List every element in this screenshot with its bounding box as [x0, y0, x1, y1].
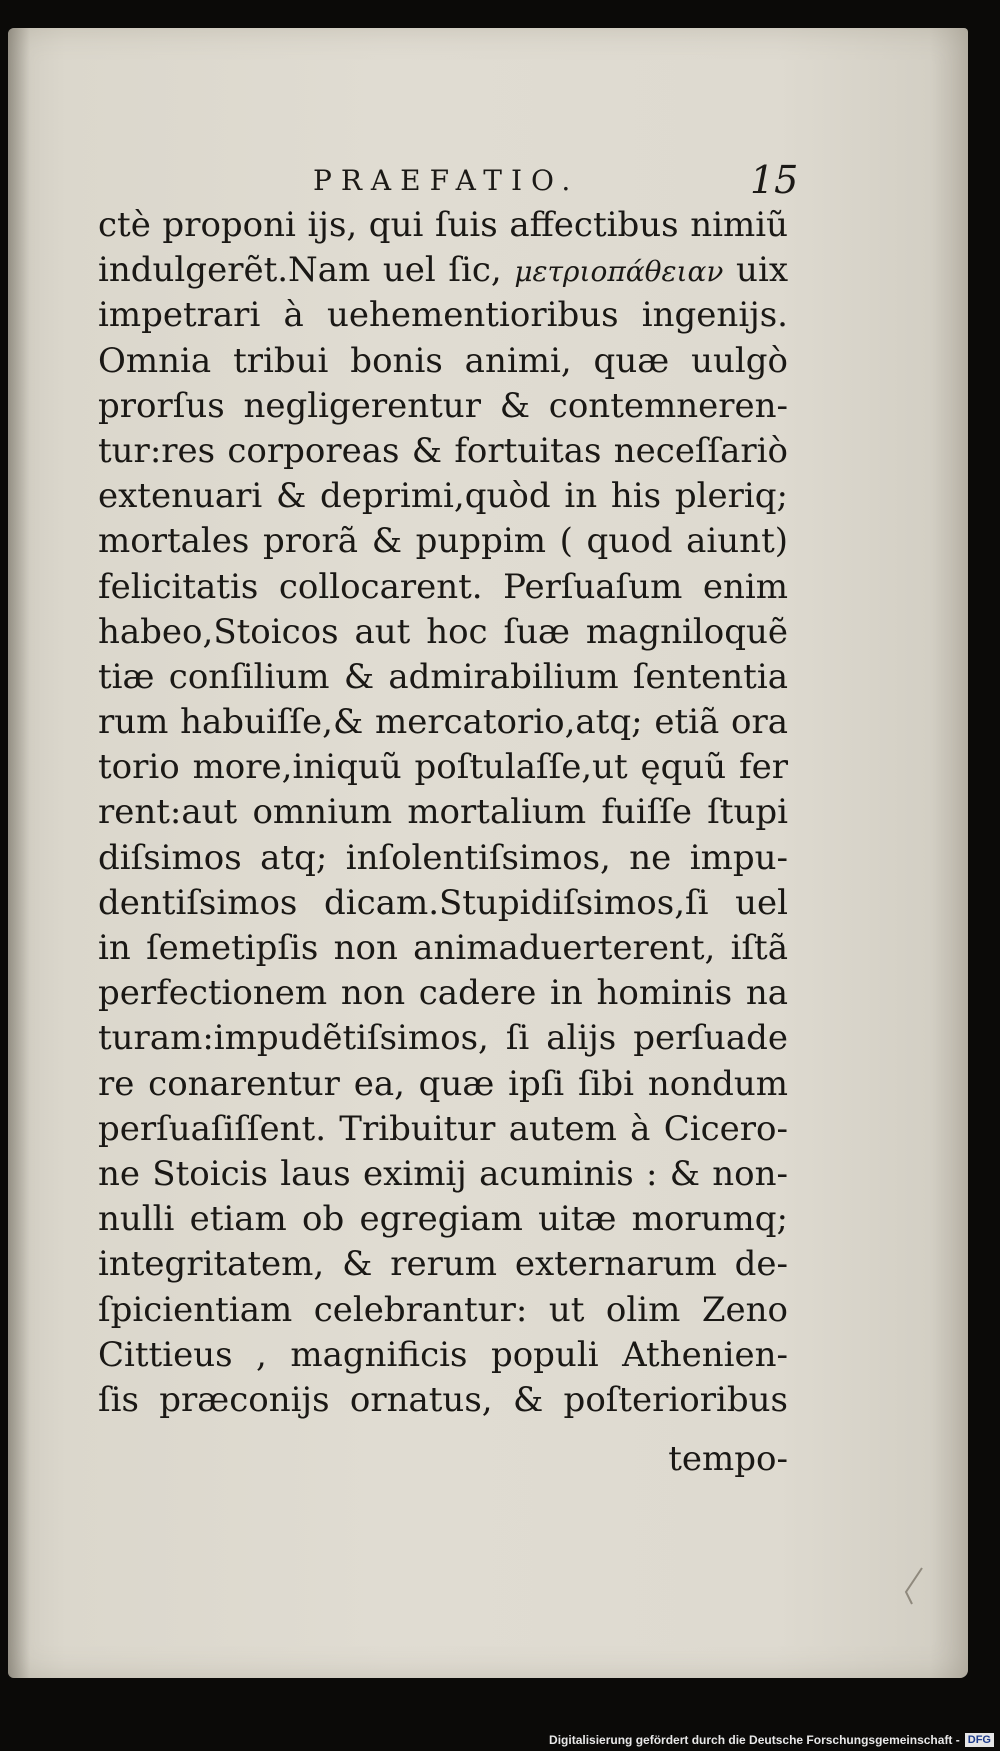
catchword: tempo-: [668, 1439, 788, 1479]
text-line: integritatem, & rerum externarum de-: [98, 1244, 788, 1285]
text-line: mortales prorã & puppim ( quod aiunt): [98, 521, 788, 562]
text-line: in ſemetipſis non animaduerterent, iſtã: [98, 928, 788, 968]
text-line: dentiſsimos dicam.Stupidiſsimos,ſi uel: [98, 882, 788, 923]
text-line: torio more,iniquũ poſtulaſſe,ut ęquũ fer: [98, 747, 788, 788]
text-line: ſpicientiam celebrantur: ut olim Zeno: [98, 1289, 788, 1330]
text-block: [98, 203, 788, 1423]
text-line: re conarentur ea, quæ ipſi ſibi nondum: [98, 1063, 788, 1104]
text-line: diſsimos atq; inſolentiſsimos, ne impu-: [98, 837, 788, 878]
text-line: rent:aut omnium mortalium fuiſſe ſtupi: [98, 792, 788, 833]
digitization-credit: Digitalisierung gefördert durch die Deutsche Forschungsgemeinschaft -: [549, 1733, 960, 1747]
text-line: prorſus negligerentur & contemneren-: [98, 385, 788, 426]
text-line: tiæ conſilium & admirabilium ſententia: [98, 656, 788, 697]
text-line: perfectionem non cadere in hominis na: [98, 973, 788, 1014]
text-line: ne Stoicis laus eximij acuminis : & non-: [98, 1153, 788, 1194]
credit-bar: [0, 1729, 1000, 1751]
text-line: [98, 248, 788, 293]
text-line: felicitatis collocarent. Perſuaſum enim: [98, 566, 788, 607]
text-line: Cittieus , magnificis populi Athenien-: [98, 1334, 788, 1375]
page-number: 15: [750, 158, 799, 202]
running-head: [8, 156, 968, 206]
text-line: tur:res corporeas & fortuitas neceſſariò: [98, 430, 788, 471]
text-line: turam:impudẽtiſsimos, ſi alijs perſuade: [98, 1018, 788, 1059]
text-line: nulli etiam ob egregiam uitæ morumq;: [98, 1199, 788, 1240]
text-line: rum habuiſſe,& mercatorio,atq; etiã ora: [98, 702, 788, 743]
text-line: ſis præconijs ornatus, & poſterioribus: [98, 1379, 788, 1420]
text-line-start: indulgerẽt.Nam uel ſic,: [98, 250, 515, 291]
text-line: impetrari à uehementioribus ingenijs.: [98, 295, 788, 336]
text-line: habeo,Stoicos aut hoc ſuæ magniloquẽ: [98, 611, 788, 652]
text-line: ctè proponi ijs, qui ſuis affectibus nimiũ: [98, 205, 788, 245]
running-title: PRAEFATIO.: [313, 164, 580, 197]
text-line: perſuaſiſſent. Tribuitur autem à Cicero-: [98, 1108, 788, 1149]
text-line: Omnia tribui bonis animi, quæ uulgò: [98, 340, 788, 381]
book-page: [8, 28, 968, 1678]
spine-shadow: [8, 28, 30, 1678]
text-line: extenuari & deprimi,quòd in his pleriq;: [98, 476, 788, 517]
page-corner-curl-icon: [902, 1566, 926, 1606]
catchword-row: [98, 1439, 788, 1489]
dfg-logo: DFG: [965, 1733, 994, 1747]
greek-word: μετριοπάθειαν: [514, 255, 724, 289]
text-line-end: uix: [723, 250, 788, 291]
